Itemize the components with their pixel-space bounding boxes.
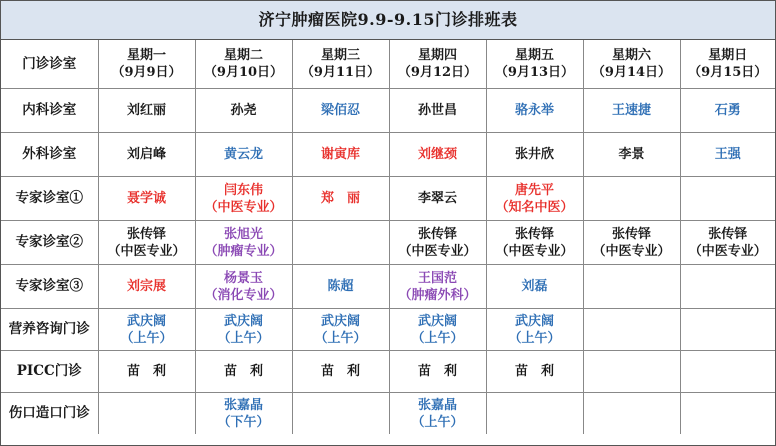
doctor-name: 刘启峰 — [126, 147, 166, 162]
day-name: 星期四 — [417, 48, 457, 63]
schedule-cell — [292, 89, 389, 133]
doctor-note: （中医专业） — [592, 243, 671, 259]
doctor-name: 闫东伟 — [223, 182, 263, 198]
schedule-cell — [292, 133, 389, 177]
schedule-cell — [98, 177, 195, 221]
doctor-name: 张井欣 — [514, 147, 554, 162]
schedule-cell — [583, 221, 680, 265]
day-name: 星期一 — [126, 48, 166, 63]
day-date: （9月12日） — [397, 65, 478, 80]
doctor-note: （知名中医） — [495, 199, 574, 215]
doctor-name: 张传铎 — [708, 226, 748, 242]
doctor-note: （上午） — [314, 330, 367, 346]
schedule-cell — [98, 265, 195, 309]
schedule-cell — [292, 309, 389, 351]
page-title: 济宁肿瘤医院9.9-9.15门诊排班表 — [1, 1, 775, 40]
doctor-name: 苗 利 — [126, 364, 166, 379]
room-label: 专家诊室② — [1, 221, 98, 265]
doctor-name: 李景 — [618, 147, 645, 162]
day-name: 星期五 — [514, 48, 554, 63]
doctor-note: （下午） — [217, 414, 270, 430]
table-row — [1, 133, 775, 177]
doctor-name: 张嘉晶 — [417, 397, 457, 413]
doctor-name: 唐先平 — [514, 182, 554, 198]
schedule-cell — [583, 89, 680, 133]
schedule-cell — [583, 393, 680, 435]
doctor-name: 谢寅库 — [320, 147, 360, 162]
doctor-name: 武庆阔 — [320, 313, 360, 329]
schedule-cell — [680, 351, 775, 393]
schedule-cell — [486, 221, 583, 265]
doctor-name: 黄云龙 — [223, 147, 263, 162]
schedule-cell — [389, 177, 486, 221]
doctor-name: 张传铎 — [514, 226, 554, 242]
doctor-name: 王速捷 — [611, 103, 651, 118]
table-row — [1, 351, 775, 393]
schedule-cell — [680, 265, 775, 309]
schedule-cell — [583, 133, 680, 177]
doctor-note: （消化专业） — [204, 287, 283, 303]
schedule-cell — [389, 133, 486, 177]
schedule-cell — [583, 177, 680, 221]
schedule-cell — [486, 177, 583, 221]
day-header-1 — [195, 40, 292, 89]
schedule-cell — [195, 177, 292, 221]
table-row — [1, 265, 775, 309]
day-header-5 — [583, 40, 680, 89]
schedule-table — [1, 40, 775, 434]
day-date: （9月11日） — [300, 65, 381, 80]
doctor-name: 石勇 — [714, 103, 741, 118]
schedule-cell — [583, 265, 680, 309]
doctor-name: 孙尧 — [230, 103, 257, 118]
doctor-note: （上午） — [411, 330, 464, 346]
day-header-3 — [389, 40, 486, 89]
schedule-cell — [680, 177, 775, 221]
doctor-name: 苗 利 — [320, 364, 360, 379]
doctor-note: （肿瘤外科） — [398, 287, 477, 303]
room-label: 营养咨询门诊 — [1, 309, 98, 351]
doctor-note: （中医专业） — [495, 243, 574, 259]
doctor-name: 武庆阔 — [126, 313, 166, 329]
schedule-cell — [389, 393, 486, 435]
doctor-name: 骆永举 — [514, 103, 554, 118]
doctor-name: 刘磊 — [521, 279, 548, 294]
schedule-cell — [98, 133, 195, 177]
schedule-cell — [680, 309, 775, 351]
day-header-2 — [292, 40, 389, 89]
doctor-name: 刘继颈 — [417, 147, 457, 162]
schedule-cell — [389, 265, 486, 309]
schedule-cell — [680, 133, 775, 177]
schedule-cell — [292, 177, 389, 221]
schedule-cell — [98, 89, 195, 133]
schedule-body — [1, 40, 775, 434]
doctor-name: 郑 丽 — [320, 191, 360, 206]
doctor-name: 孙世昌 — [417, 103, 457, 118]
room-label: 外科诊室 — [1, 133, 98, 177]
schedule-cell — [195, 309, 292, 351]
schedule-cell — [486, 309, 583, 351]
table-row — [1, 89, 775, 133]
doctor-note: （中医专业） — [398, 243, 477, 259]
day-name: 星期二 — [223, 48, 263, 63]
day-date: （9月10日） — [203, 65, 284, 80]
room-label: PICC门诊 — [1, 351, 98, 393]
schedule-cell — [583, 309, 680, 351]
schedule-cell — [583, 351, 680, 393]
doctor-name: 武庆阔 — [223, 313, 263, 329]
schedule-cell — [389, 309, 486, 351]
schedule-cell — [292, 221, 389, 265]
header-row — [1, 40, 775, 89]
schedule-cell — [98, 393, 195, 435]
schedule-cell — [486, 265, 583, 309]
schedule-cell — [98, 221, 195, 265]
doctor-name: 张传铎 — [417, 226, 457, 242]
schedule-cell — [98, 309, 195, 351]
day-header-6 — [680, 40, 775, 89]
table-row — [1, 393, 775, 435]
day-name: 星期六 — [611, 48, 651, 63]
doctor-name: 王国范 — [417, 270, 457, 286]
schedule-cell — [486, 351, 583, 393]
day-header-4 — [486, 40, 583, 89]
doctor-note: （上午） — [217, 330, 270, 346]
doctor-note: （上午） — [508, 330, 561, 346]
room-label: 专家诊室① — [1, 177, 98, 221]
room-label: 专家诊室③ — [1, 265, 98, 309]
day-name: 星期日 — [708, 48, 748, 63]
doctor-name: 杨景玉 — [223, 270, 263, 286]
room-label: 伤口造口门诊 — [1, 393, 98, 435]
doctor-name: 陈超 — [327, 279, 354, 294]
day-date: （9月13日） — [494, 65, 575, 80]
doctor-note: （上午） — [411, 414, 464, 430]
room-header: 门诊诊室 — [1, 40, 98, 89]
schedule-cell — [680, 393, 775, 435]
doctor-name: 张传铎 — [126, 226, 166, 242]
table-row — [1, 221, 775, 265]
schedule-cell — [292, 265, 389, 309]
table-row — [1, 177, 775, 221]
doctor-note: （中医专业） — [204, 199, 283, 215]
doctor-name: 苗 利 — [514, 364, 554, 379]
doctor-name: 聂学诚 — [126, 191, 166, 206]
schedule-cell — [486, 393, 583, 435]
doctor-note: （中医专业） — [107, 243, 186, 259]
schedule-cell — [389, 351, 486, 393]
table-row — [1, 309, 775, 351]
schedule-cell — [292, 351, 389, 393]
day-date: （9月14日） — [591, 65, 672, 80]
doctor-name: 刘宗展 — [126, 279, 166, 294]
day-date: （9月9日） — [111, 65, 182, 80]
schedule-cell — [195, 133, 292, 177]
doctor-name: 张嘉晶 — [223, 397, 263, 413]
schedule-cell — [195, 265, 292, 309]
schedule-cell — [486, 89, 583, 133]
doctor-name: 张旭光 — [223, 226, 263, 242]
doctor-note: （中医专业） — [688, 243, 767, 259]
schedule-cell — [195, 393, 292, 435]
doctor-name: 王强 — [714, 147, 741, 162]
schedule-cell — [486, 133, 583, 177]
schedule-cell — [389, 89, 486, 133]
doctor-name: 武庆阔 — [514, 313, 554, 329]
doctor-name: 梁佰忍 — [320, 103, 360, 118]
doctor-name: 张传铎 — [611, 226, 651, 242]
doctor-note: （肿瘤专业） — [204, 243, 283, 259]
schedule-cell — [389, 221, 486, 265]
schedule-cell — [195, 89, 292, 133]
schedule-cell — [195, 351, 292, 393]
doctor-note: （上午） — [120, 330, 173, 346]
schedule-cell — [292, 393, 389, 435]
schedule-cell — [680, 89, 775, 133]
doctor-name: 苗 利 — [417, 364, 457, 379]
doctor-name: 李翠云 — [417, 191, 457, 206]
day-date: （9月15日） — [688, 65, 768, 80]
day-name: 星期三 — [320, 48, 360, 63]
doctor-name: 苗 利 — [223, 364, 263, 379]
doctor-name: 武庆阔 — [417, 313, 457, 329]
schedule-cell — [680, 221, 775, 265]
day-header-0 — [98, 40, 195, 89]
room-label: 内科诊室 — [1, 89, 98, 133]
schedule-cell — [195, 221, 292, 265]
schedule-cell — [98, 351, 195, 393]
doctor-name: 刘红丽 — [126, 103, 166, 118]
